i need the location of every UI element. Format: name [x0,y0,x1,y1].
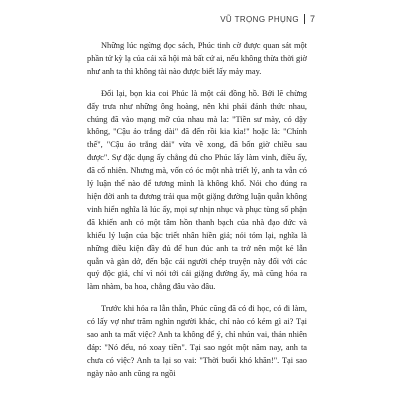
page-number: 7 [309,14,315,24]
paragraph: Đối lại, bọn kia coi Phúc là một cái đồng hồ. Bởi lẽ chừng đấy trưa như những ông hoàng, nên khi phải đánh thức nhau, chúng đã vào mạng mỡ của nhau mà la: "Tiền sư mày, có dậy không, "Cậu ảo trắng dài" đã đến rồi kia kìa!" hoặc là: "Chính thế", "Cậu ảo trắng dài" vừa về xong, đã bốn giờ chiều sau được". Sự đặc dụng ấy chẳng đủ cho Phúc lấy làm vinh, điều ấy, đã cố nhiên. Nhưng mà, vốn có óc một nhà triết lý, anh ta vẫn có lý luận thế nào để tương mình là không khổ. Nói cho đúng ra hiện đời anh ta đương trải qua một giặng đường luận quẫn không vinh hiển nghĩa là lúc ấy, mọi sự nhịn nhục và phục tùng số phận đã khiến anh có một tâm hồn thanh bạch của nhà đạo đức và khiếu lý luận của bậc triết nhân hiền giả; nói tóm lại, nghĩa là những điều kiện đầy đủ để hun đúc anh ta trở nên một kẻ lẫn quẫn và gàn dở, đến bậc cái người chép truyện này đối với các quý độc giả, chỉ vì nói tới cái giặng đường ấy, mà cũng hóa ra làm nhàm, ba hoa, chẳng đâu vào đâu. [87,88,307,292]
page-header [220,14,315,24]
paragraph: Những lúc ngừng đọc sách, Phúc tinh cờ được quan sát một phần tử kỳ lạ của cái xã hội mà bất cứ ai, nếu không thừa thời giờ như anh ta thì không tài nào được biết lấy mảy may. [87,41,307,76]
header-divider [304,14,305,24]
paragraph: Trước khi hóa ra lẫn thẫn, Phúc cũng đã có đi học, có đi làm, có lấy vợ như trăm nghìn người khác, chỉ nào có kém gì ai? Tại sao anh ta mất việc? Anh ta không để ý, chỉ nhún vai, thản nhiên đáp: "Nó đểu, nó xoay tiền". Tại sao ngót một năm nay, anh ta chưa có việc? Anh ta lại so vai: "Thời buổi khó khăn!". Tại sao ngày nào anh cũng ra ngồi [87,304,307,378]
running-head: VŨ TRỌNG PHỤNG [220,14,299,24]
body-text [87,40,307,390]
